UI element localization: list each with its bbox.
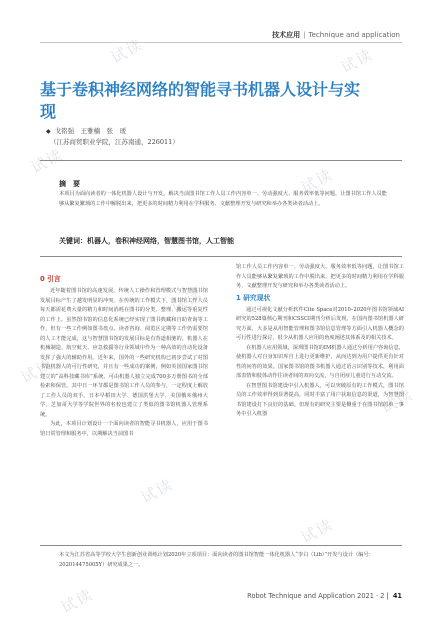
funding-note: 本文为江苏省高等学校大学生创新创业训练计划2020年立项项目：面向读者的图书馆智能一体化机器人“李白（Lib）”开发与设计（编号：202014475005Y）研究成果之一。 bbox=[59, 552, 374, 568]
section-label-zh: 技术应用 bbox=[272, 31, 301, 39]
watermark: 试读 bbox=[168, 285, 207, 317]
diamond-icon: ◆ bbox=[46, 128, 51, 135]
abstract-label: 摘 要 bbox=[59, 180, 80, 188]
watermark: 试读 bbox=[378, 385, 417, 417]
paragraph: 在机器人应用领域，深圳图书馆的IM机器人通过分析用户咨询信息，使机器人对自身知识库自上进行更新维护，从而达到为用户提供更有针对性的问答的效果。国家图书馆的图书机器人通过语言识别等技术，利用面部表情和肢体动作往读者间的双向交流，与自闭症儿童进行互动交流。 bbox=[236, 344, 404, 379]
header-rule bbox=[40, 42, 402, 43]
page-number: 41 bbox=[392, 592, 402, 600]
watermark: 试读 bbox=[28, 145, 67, 177]
watermark: 试读 bbox=[338, 45, 377, 77]
affiliation: （江苏商贸职业学院，江苏南通，226011） bbox=[50, 138, 179, 146]
section-divider: | bbox=[303, 31, 306, 39]
paragraph: 馆工作人员工作内容单一、劳动强度大、服务效率低等问题，让图书馆工作人员能够从繁复繁琐的工作中脱出来，把更多的时间精力利用在学科服务、文献整理开发与研究和举办各类读者活动上。 bbox=[236, 264, 404, 289]
authors bbox=[46, 126, 126, 135]
section-heading-research: 1 研究现状 bbox=[236, 293, 271, 302]
watermark: 试读 bbox=[298, 515, 337, 547]
abstract-rule-top bbox=[40, 160, 402, 161]
section-heading-intro: 0 引言 bbox=[40, 275, 61, 283]
watermark: 试读 bbox=[138, 475, 177, 507]
abstract-text: 本项目为面向读者的一体化机器人设计与开发，解决当前图书馆工作人员工作内容单一、劳动强度大、服务效率低等问题。让图书馆工作人员能够从繁复繁琐的工作中解脱出来，把更多的时间精力利用在学科服务、文献整理开发与研究和举办各类读者活动上。 bbox=[59, 191, 387, 207]
paragraph: 通过可视化文献分析软件Cite Space对2010–2020年图书馆领域AI研究的528篇核心期刊和CSSCI期刊分析后发现，在国内图书馆机器人研究方面，大多是从用智能管理和图书馆信息管理等方面引入机器人概念的可行性进行探讨，很少从机器人应用的角度阐述其体系及的相关技术。 bbox=[236, 306, 404, 341]
paragraph: 为此，本项目计划设计一个面向读者的智能寻书机器人，应用于图书馆日常管理和服务中，以期解决当前图书 bbox=[40, 421, 208, 437]
abstract-rule-bottom bbox=[40, 256, 402, 257]
footer-separator: | bbox=[386, 592, 389, 600]
article-title: 基于卷积神经网络的智能寻书机器人设计与实现 bbox=[40, 80, 361, 121]
right-column bbox=[236, 263, 404, 420]
paragraph: 在智慧图书馆建设中引入机器人，可以突破原有的工作模式，图书馆员的工作效率得到显著提高，同时丰富了用户获取信息的渠道，为智慧图书馆建设打下良好的基础。但现有的研究主要是侧重于在图书馆的单一事务中引入机器 bbox=[236, 382, 404, 417]
footnote-rule bbox=[40, 545, 402, 546]
section-label-en: Technique and application bbox=[308, 31, 400, 39]
page-footer bbox=[238, 592, 402, 600]
watermark: 试读 bbox=[18, 355, 57, 387]
watermark: 试读 bbox=[108, 35, 147, 67]
watermark: 试读 bbox=[58, 585, 97, 617]
paragraph: 近年随着图书馆的高速发展，传统人工操作和管理模式与智慧图书馆发展目标产生了越发明显的冲突。在传统的工作模式下，图书馆工作人员每天都需花费大量的精力和时间消耗在图书的分类、整理、搬运等重复性的工作上。虽然图书馆的信息化系统已经实现了图书典藏和自助查询等工作，但有一些工作例如图书盘点、读者咨询、阅览区定期等工作仍需要馆的人工才能完成，这与智慧图书馆的发展目标是有背道相驰的。机器人在机械制造、航空航天、应急救援等行业领域中作为一种高效的自动化设备发挥了强大的辅助作用。近年来，国外的一些研究机构已初步尝试了对图书馆机器人的可行性研究，并且有一些成功的案例，例如英国国家图书馆建立的“高科技藏书库”系统，可由机器人独立完成700多万册图书的全部检索和保管。其中日一环节都是图书馆工作人员的参与，一定程度上解放了工作人员的双手。日本早稻田大学、德国洪堡大学、美国俄亥俄州大学、芝加哥大学等学院世界的名校也建立了类似的图书馆机器人管理系统。 bbox=[40, 288, 208, 418]
author-names: 戈铭强 王雅楠 张 瑷 bbox=[54, 127, 127, 135]
keywords: 关键词：机器人，卷积神经网络，智慧图书馆，人工智能 bbox=[59, 237, 234, 245]
watermark: 试读 bbox=[298, 165, 337, 197]
section-tag bbox=[272, 30, 400, 40]
left-column bbox=[40, 273, 208, 439]
journal-name: Robot Technique and Application 2021 · 2 bbox=[247, 592, 385, 600]
